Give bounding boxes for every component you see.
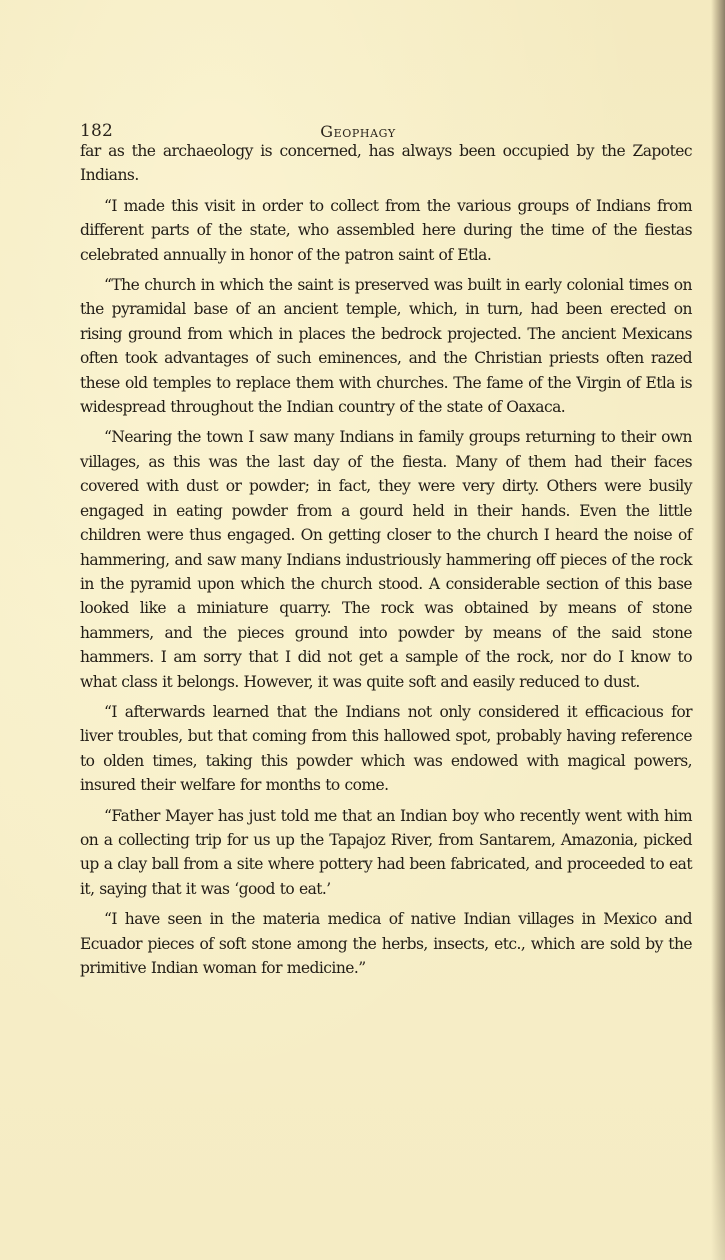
body-text bbox=[80, 139, 692, 980]
paragraph-nearing-town: “Nearing the town I saw many Indians in family groups returning to their own villages, as this was the last day of the fiesta. Many of them had their faces covered with dust or powder; in fact, they were very dirty. Others were busily engaged in eating powder from a gourd held in their hands. Even the little children were thus engaged. On getting closer to the church I heard the noise of hammering, and saw many Indians industriously hammering off pieces of the rock in the pyramid upon which the church stood. A considerable section of this base looked like a miniature quarry. The rock was obtained by means of stone hammers, and the pieces ground into powder by means of the said stone hammers. I am sorry that I did not get a sample of the rock, nor do I know to what class it belongs. However, it was quite soft and easily reduced to dust. bbox=[80, 428, 692, 691]
page-number: 182 bbox=[80, 121, 114, 141]
paragraph-continued: far as the archaeology is concerned, has always been occupied by the Zapotec Indians. bbox=[80, 142, 692, 185]
paragraph-father-mayer: “Father Mayer has just told me that an Indian boy who recently went with him on a collecting trip for us up the Tapajoz River, from Santarem, Amazonia, picked up a clay ball from a site where pottery had been fabricated, and proceeded to eat it, saying that it was ‘good to eat.’ bbox=[80, 806, 692, 898]
paragraph-materia-medica: “I have seen in the materia medica of native Indian villages in Mexico and Ecuador pieces of soft stone among the herbs, insects, etc., which are sold by the primitive Indian woman for medicine.” bbox=[80, 910, 692, 977]
page-edge-fade bbox=[711, 1000, 725, 1260]
paragraph-afterwards: “I afterwards learned that the Indians not only considered it efficacious for liver troubles, but that coming from this hallowed spot, probably having reference to olden times, taking this powder which was endowed with magical powers, insured their welfare for months to come. bbox=[80, 702, 692, 795]
paragraph-church: “The church in which the saint is preserved was built in early colonial times on the pyramidal base of an ancient temple, which, in turn, had been erected on rising ground from which in places the bedrock projected. The ancient Mexicans often took advantages of such eminences, and the Christian priests often razed these old temples to replace them with churches. The fame of the Virgin of Etla is widespread throughout the Indian country of the state of Oaxaca. bbox=[80, 276, 692, 417]
paragraph-visit: “I made this visit in order to collect from the various groups of Indians from different parts of the state, who assembled here during the time of the fiestas celebrated annually in honor of the patron saint of Etla. bbox=[80, 196, 692, 264]
running-head-title: Geophagy bbox=[320, 122, 396, 141]
